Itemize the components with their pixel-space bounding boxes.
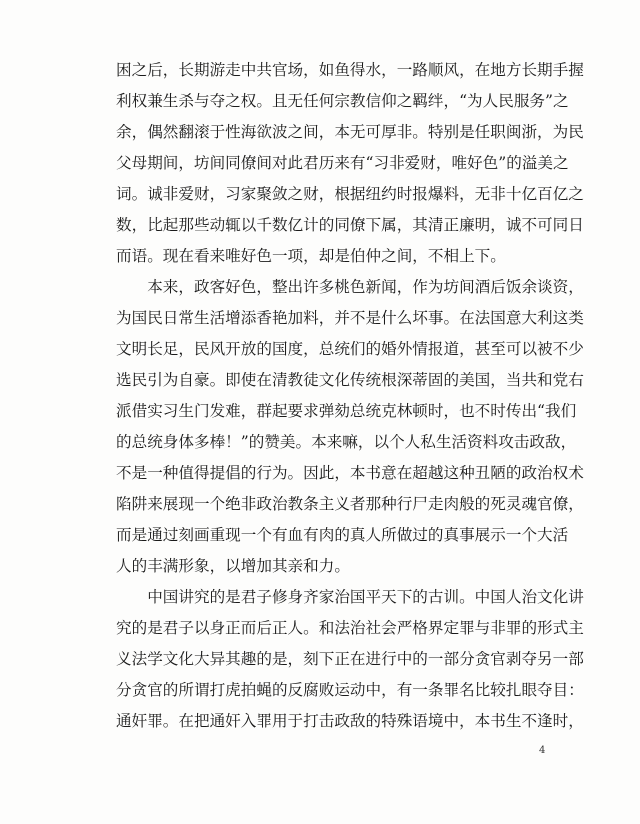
text-line: 分贪官的所谓打虎拍蝇的反腐败运动中，有一条罪名比较扎眼夺目： (116, 681, 584, 699)
text-line: 中国讲究的是君子修身齐家治国平天下的古训。中国人治文化讲 (116, 588, 584, 606)
text-line: 词。诚非爱财，习家聚敛之财，根据纽约时报爆料，无非十亿百亿之 (116, 185, 584, 203)
text-line: 利权兼生杀与夺之权。且无任何宗教信仰之羁绊，“为人民服务”之 (116, 92, 569, 110)
text-line: 余，偶然翻滚于性海欲波之间，本无可厚非。特别是任职闽浙，为民 (116, 123, 584, 141)
text-line: 陷阱来展现一个绝非政治教条主义者那种行尸走肉般的死灵魂官僚， (116, 495, 584, 513)
body-text (116, 55, 584, 737)
text-line: 义法学文化大异其趣的是，刻下正在进行中的一部分贪官剥夺另一部 (116, 650, 584, 668)
text-line: 本来，政客好色，整出许多桃色新闻，作为坊间酒后饭余谈资， (116, 278, 584, 296)
text-line: 数，比起那些动辄以千数亿计的同僚下属，其清正廉明，诚不可同日 (116, 216, 584, 234)
text-line: 不是一种值得提倡的行为。因此，本书意在超越这种丑陋的政治权术 (116, 464, 584, 482)
text-line: 选民引为自豪。即使在清教徒文化传统根深蒂固的美国，当共和党右 (116, 371, 584, 389)
text-line: 父母期间，坊间同僚间对此君历来有“习非爱财，唯好色”的溢美之 (116, 154, 569, 172)
text-line: 文明长足，民风开放的国度，总统们的婚外情报道，甚至可以被不少 (116, 340, 584, 358)
paragraph-3 (116, 582, 584, 737)
paragraph-2 (116, 272, 584, 582)
page-number: 4 (539, 745, 546, 756)
text-line: 困之后，长期游走中共官场，如鱼得水，一路顺风，在地方长期手握 (116, 61, 584, 79)
text-line: 为国民日常生活增添香艳加料，并不是什么坏事。在法国意大利这类 (116, 309, 584, 327)
text-line: 而语。现在看来唯好色一项，却是伯仲之间，不相上下。 (116, 247, 506, 265)
text-line: 通奸罪。在把通奸入罪用于打击政敌的特殊语境中，本书生不逢时， (116, 712, 584, 730)
text-line: 的总统身体多棒！”的赞美。本来嘛，以个人私生活资料攻击政敌， (116, 433, 577, 451)
text-line: 究的是君子以身正而后正人。和法治社会严格界定罪与非罪的形式主 (116, 619, 584, 637)
text-line: 人的丰满形象，以增加其亲和力。 (116, 557, 350, 575)
text-line: 而是通过刻画重现一个有血有肉的真人所做过的真事展示一个大活 (116, 526, 569, 544)
paragraph-1 (116, 55, 584, 272)
text-line: 派借实习生门发难，群起要求弹劾总统克林顿时，也不时传出“我们 (116, 402, 577, 420)
